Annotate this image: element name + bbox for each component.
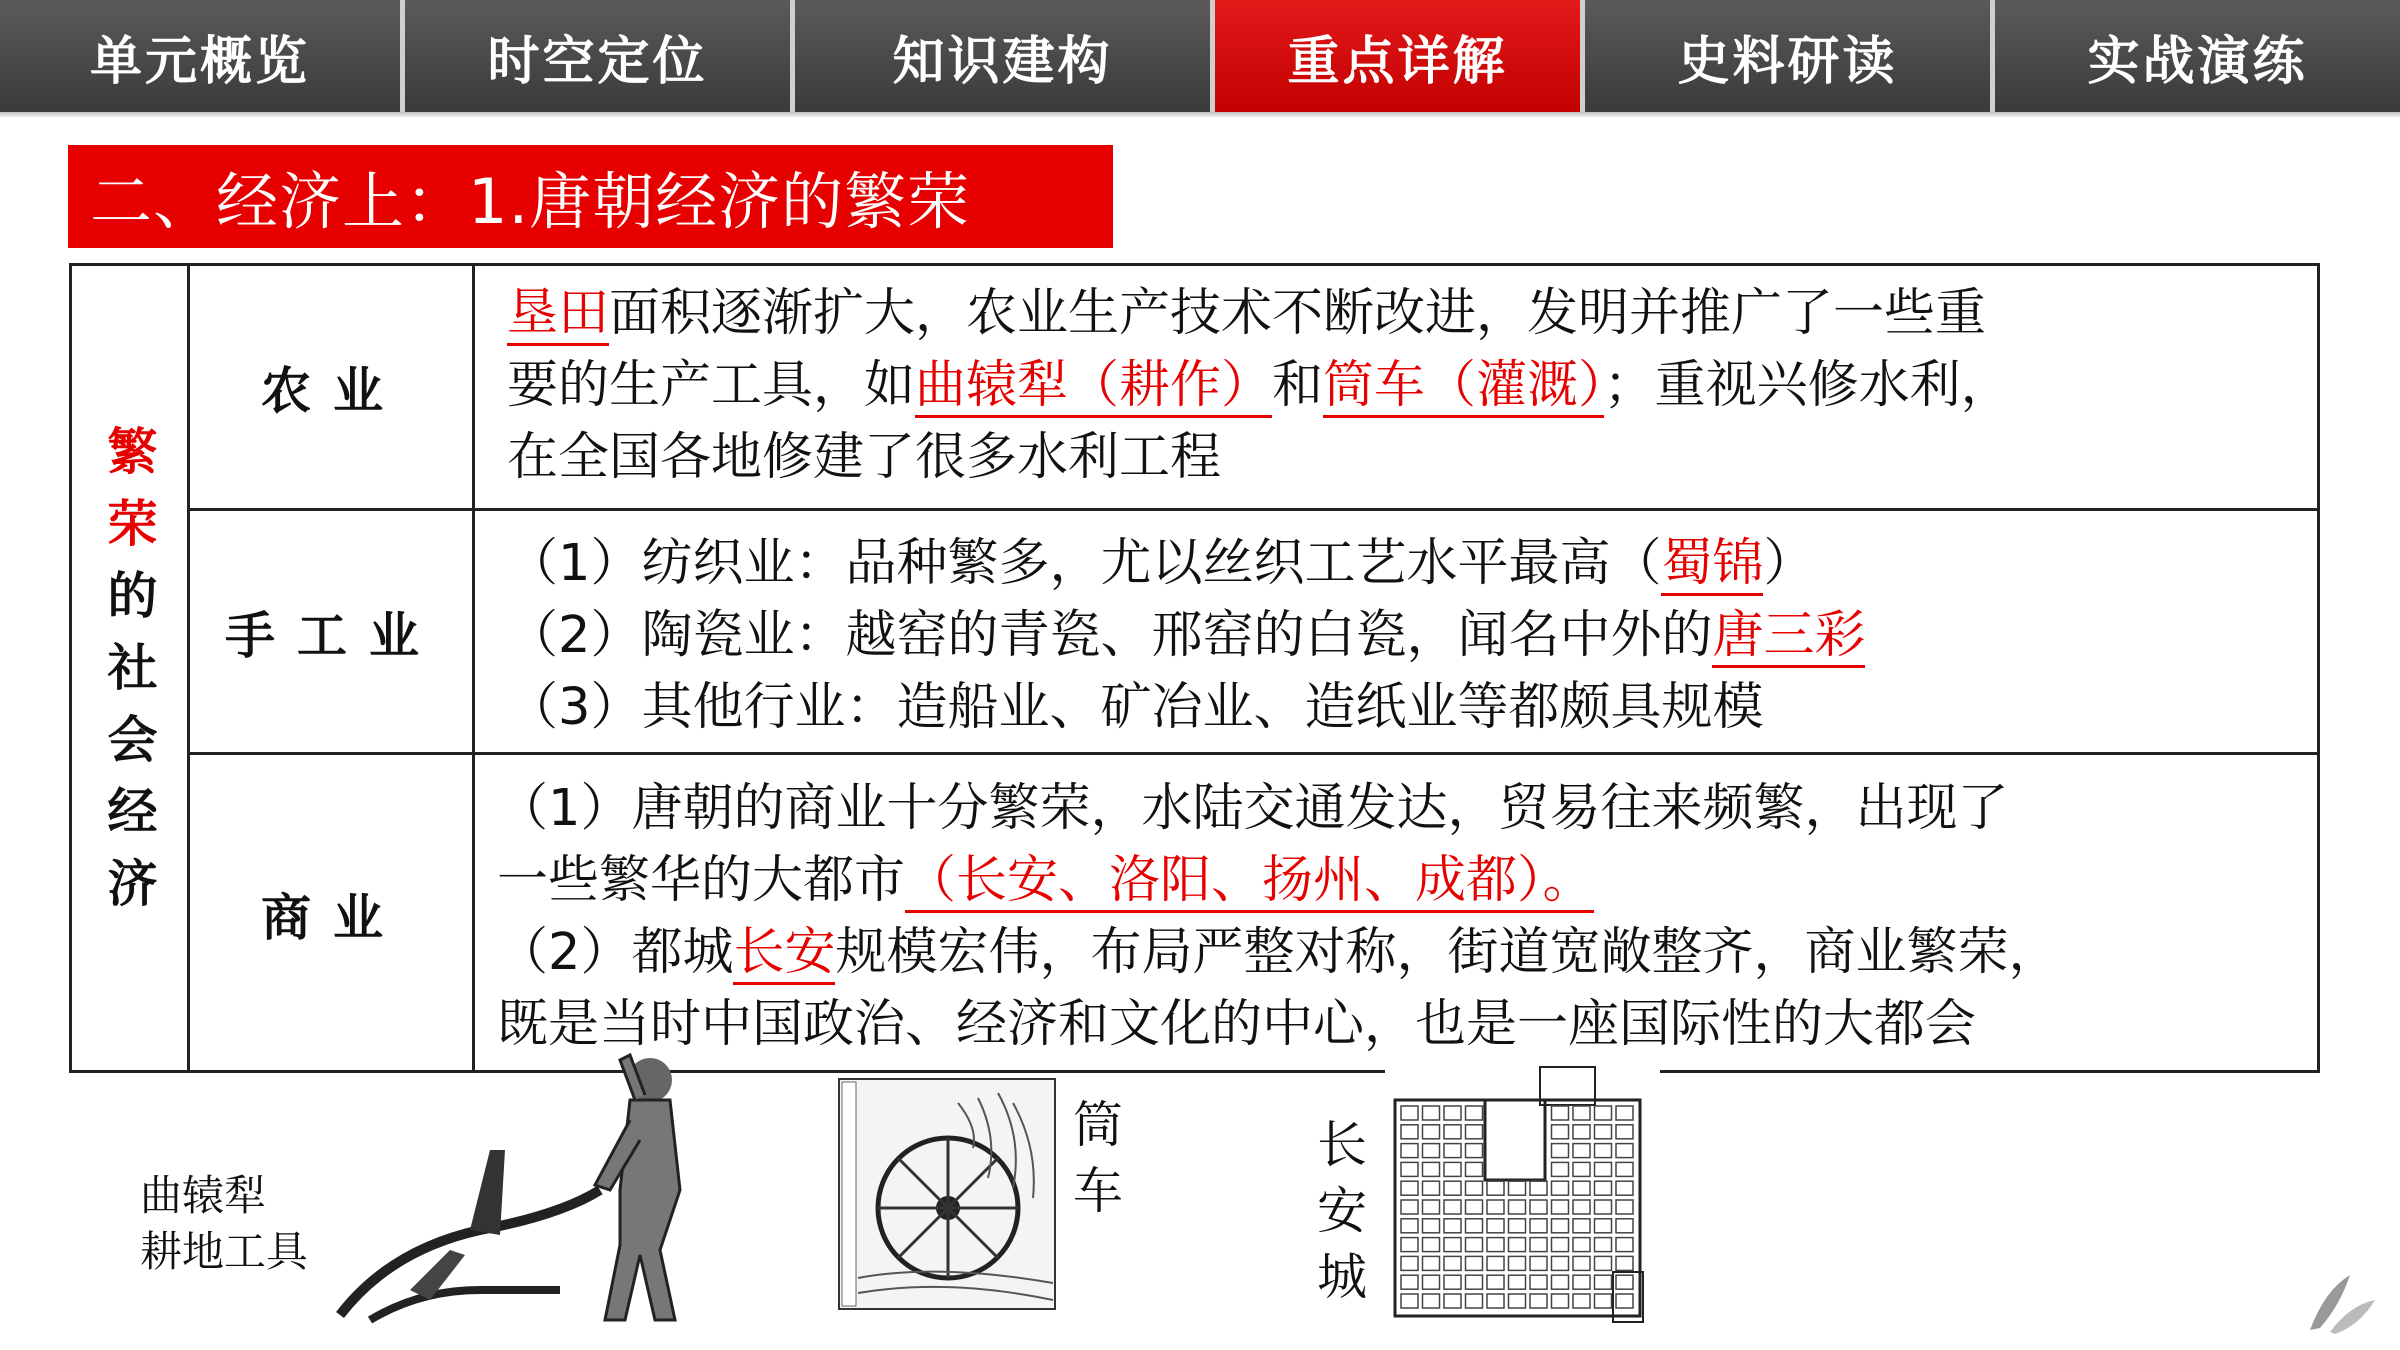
row-content-agriculture bbox=[507, 278, 2307, 494]
side-label bbox=[75, 416, 190, 920]
highlight-text: 垦田 bbox=[507, 284, 609, 346]
economy-table bbox=[69, 263, 2320, 1073]
content-text: ；重视兴修水利， bbox=[1603, 356, 2012, 415]
content-text: 既是当时中国政治、经济和文化的中心，也是一座国际性的大都会 bbox=[497, 995, 1977, 1054]
waterwheel-caption bbox=[1068, 1092, 1128, 1224]
content-line bbox=[507, 672, 2307, 744]
changan-city-map bbox=[1385, 1062, 1660, 1330]
table-divider bbox=[190, 508, 2317, 511]
tab-practice[interactable]: 实战演练 bbox=[1995, 0, 2400, 112]
category-commerce: 商业 bbox=[261, 888, 405, 947]
changan-caption-char: 城 bbox=[1317, 1248, 1367, 1306]
top-nav bbox=[0, 0, 2400, 112]
highlight-text: 曲辕犁（耕作） bbox=[915, 356, 1272, 418]
content-text: 面积逐渐扩大，农业生产技术不断改进，发明并推广了一些重 bbox=[609, 284, 1987, 343]
side-label-char: 会 bbox=[107, 710, 158, 769]
content-line bbox=[507, 350, 2307, 422]
side-label-char: 荣 bbox=[107, 494, 158, 553]
tab-key-points[interactable]: 重点详解 bbox=[1215, 0, 1585, 112]
waterwheel-illustration bbox=[838, 1078, 1056, 1310]
content-line bbox=[507, 600, 2307, 672]
side-label-char: 社 bbox=[107, 638, 158, 697]
highlight-text: 蜀锦 bbox=[1661, 534, 1763, 596]
content-text: ） bbox=[1763, 534, 1815, 593]
category-handicraft: 手工业 bbox=[225, 605, 441, 665]
content-line bbox=[497, 989, 2307, 1061]
content-text: 一些繁华的大都市 bbox=[497, 851, 906, 910]
tab-timeline[interactable]: 时空定位 bbox=[405, 0, 795, 112]
waterwheel-caption-char: 筒 bbox=[1073, 1096, 1123, 1154]
waterwheel-caption-char: 车 bbox=[1073, 1162, 1123, 1220]
content-text: （1）唐朝的商业十分繁荣，水陆交通发达，贸易往来频繁，出现了 bbox=[497, 779, 2009, 838]
tab-knowledge[interactable]: 知识建构 bbox=[795, 0, 1215, 112]
content-text: 和 bbox=[1272, 356, 1324, 415]
content-line bbox=[497, 845, 2307, 917]
content-text: （3）其他行业：造船业、矿冶业、造纸业等都颇具规模 bbox=[507, 678, 1764, 737]
side-label-char: 繁 bbox=[107, 422, 158, 481]
content-text: 规模宏伟，布局严整对称，街道宽敞整齐，商业繁荣， bbox=[835, 923, 2060, 982]
content-text: （1）纺织业：品种繁多，尤以丝织工艺水平最高（ bbox=[507, 534, 1662, 593]
plough-caption-line: 曲辕犁 bbox=[140, 1171, 267, 1220]
side-label-char: 经 bbox=[107, 782, 158, 841]
tab-sources[interactable]: 史料研读 bbox=[1585, 0, 1995, 112]
content-text: 要的生产工具，如 bbox=[507, 356, 916, 415]
plough-caption bbox=[140, 1168, 308, 1280]
content-line bbox=[507, 528, 2307, 600]
corner-logo-icon bbox=[2300, 1270, 2380, 1340]
side-label-char: 济 bbox=[107, 854, 158, 913]
plough-illustration bbox=[330, 1050, 710, 1330]
tab-overview[interactable]: 单元概览 bbox=[0, 0, 405, 112]
highlight-text: 筒车（灌溉） bbox=[1323, 356, 1604, 418]
table-divider bbox=[190, 752, 2317, 755]
changan-caption-char: 安 bbox=[1317, 1182, 1367, 1240]
category-agriculture: 农业 bbox=[261, 361, 405, 420]
content-line bbox=[497, 917, 2307, 989]
content-line bbox=[497, 773, 2307, 845]
content-text: 在全国各地修建了很多水利工程 bbox=[507, 428, 1222, 487]
content-line bbox=[507, 422, 2307, 494]
side-label-char: 的 bbox=[107, 566, 158, 625]
content-text: （2）都城 bbox=[497, 923, 734, 982]
content-line bbox=[507, 278, 2307, 350]
highlight-text: 长安 bbox=[733, 923, 835, 985]
changan-caption bbox=[1312, 1112, 1372, 1310]
content-text: （2）陶瓷业：越窑的青瓷、邢窑的白瓷，闻名中外的 bbox=[507, 606, 1713, 665]
changan-caption-char: 长 bbox=[1317, 1116, 1367, 1174]
highlight-text: （长安、洛阳、扬州、成都）。 bbox=[905, 851, 1594, 913]
nav-shadow bbox=[0, 112, 2400, 118]
row-content-commerce bbox=[497, 773, 2307, 1061]
plough-caption-line: 耕地工具 bbox=[140, 1227, 309, 1276]
section-title: 二、经济上：1.唐朝经济的繁荣 bbox=[68, 145, 1113, 248]
highlight-text: 唐三彩 bbox=[1712, 606, 1865, 668]
row-content-handicraft bbox=[507, 528, 2307, 744]
